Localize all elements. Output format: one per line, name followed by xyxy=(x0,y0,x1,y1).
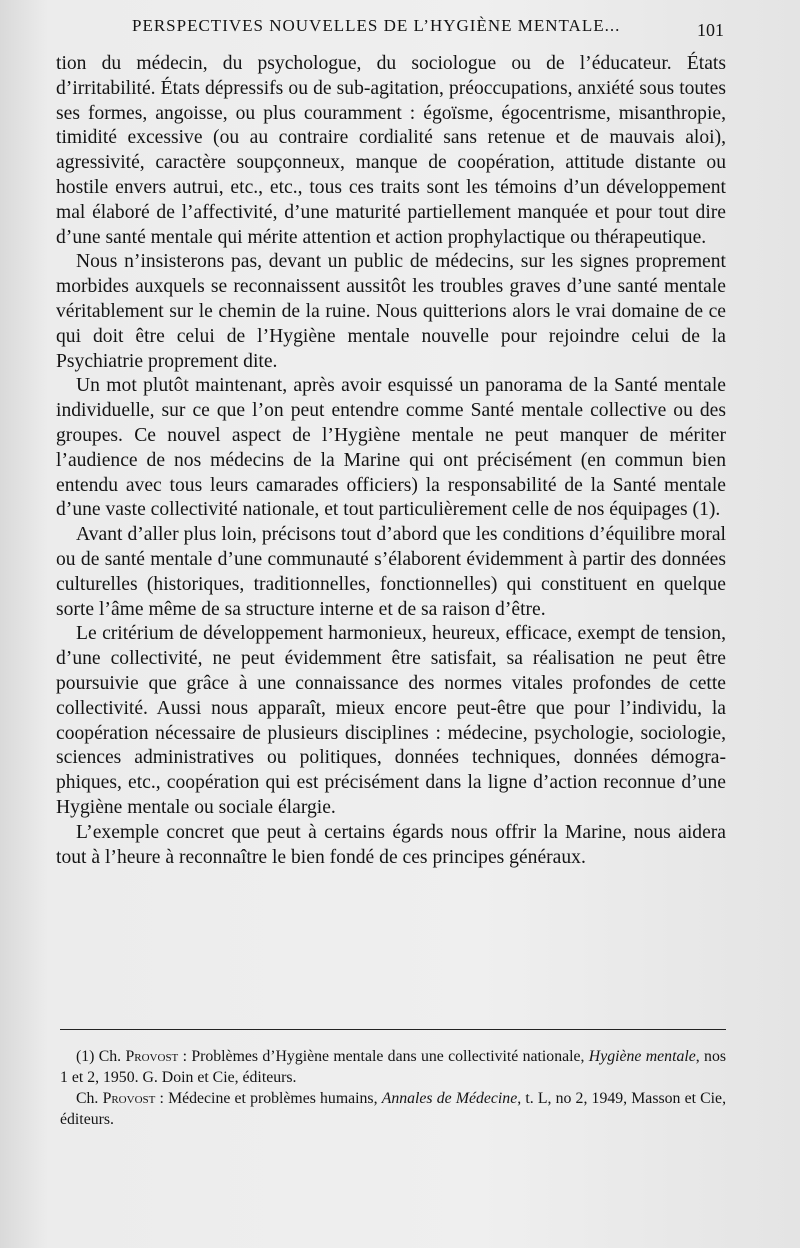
footnote-1 xyxy=(60,1046,726,1088)
paragraph-6: L’exemple concret que peut à certains égards nous offrir la Marine, nous aidera tout à l’heure à reconnaître le bien fondé de ces principes généraux. xyxy=(56,821,726,868)
footnote-2-text: : Médecine et problèmes humains, xyxy=(155,1090,382,1107)
paragraph-5: Le critérium de développement harmonieux, heureux, efficace, exempt de tension, d’une collectivité, ne peut évidemment être satisfait, sa réalisation ne peut être poursuivie que grâce à une connaissance des normes vitales profondes de cette collectivité. Aussi nous apparaît, mieux encore peut-être que pour l’individu, la coopération nécessaire de plusieurs disciplines : médecine, psychologie, sociologie, sciences administratives ou politiques, données techniques, données démographiques, etc., coopération qui est précisément dans la ligne d’action reconnue d’une Hygiène mentale ou sociale élargie. xyxy=(56,623,726,818)
paragraph-4: Avant d’aller plus loin, précisons tout d’abord que les conditions d’équilibre moral ou de santé mentale d’une communauté s’élaborent évidemment à partir des données culturelles (historiques, traditionnelles, fonctionnelles) qui constituent en quelque sorte l’âme même de sa structure interne et de sa raison d’être. xyxy=(56,524,726,620)
running-title: PERSPECTIVES NOUVELLES DE L’HYGIÈNE MENTALE... xyxy=(132,16,621,35)
paragraph-1: tion du médecin, du psychologue, du sociologue ou de l’éducateur. États d’irritabilité. États dépressifs ou de sub-agitation, préoccupations, anxiété sous toutes ses formes, angoisse, ou plus couramment : égoïsme, égocentrisme, misanthropie, timidité excessive (ou au contraire cordialité sans retenue et de mauvais aloi), agressivité, caractère soupçonneux, manque de coopération, attitude distante ou hostile envers autrui, etc., etc., tous ces traits sont les témoins d’un développement mal élaboré de l’affectivité, d’une maturité partiellement manquée et pour tout dire d’une santé mentale qui mérite attention et action prophylactique ou thérapeutique. xyxy=(56,53,726,248)
footnote-2-title: Annales de Médecine xyxy=(381,1090,518,1107)
page-number: 101 xyxy=(697,20,724,40)
body-text xyxy=(56,52,726,870)
footnote-2-author: Provost xyxy=(102,1090,156,1107)
footnote-separator xyxy=(60,1029,726,1030)
footnotes xyxy=(60,1046,726,1130)
paragraph-2: Nous n’insisterons pas, devant un public de médecins, sur les signes proprement morbides auxquels se reconnaissent aussitôt les troubles graves d’une santé mentale véritablement sur le chemin de la ruine. Nous quitterions alors le vrai domaine de ce qui doit être celui de l’Hygiène mentale nouvelle pour rejoindre celui de la Psychiatrie proprement dite. xyxy=(56,251,726,372)
footnote-2 xyxy=(60,1088,726,1130)
footnote-2-rest: , t. L, no 2, 1949, Masson et Cie, éditeurs. xyxy=(60,1090,727,1128)
footnote-1-marker: (1) Ch. xyxy=(76,1048,122,1065)
footnote-1-rest: , nos 1 et 2, 1950. G. Doin et Cie, éditeurs. xyxy=(60,1048,726,1086)
page-header xyxy=(132,12,732,42)
footnote-1-author: Provost xyxy=(125,1048,179,1065)
footnote-1-title: Hygiène mentale xyxy=(588,1048,696,1065)
paragraph-3: Un mot plutôt maintenant, après avoir esquissé un panorama de la Santé mentale individuelle, sur ce que l’on peut entendre comme Santé mentale collective ou des groupes. Ce nouvel aspect de l’Hygiène mentale ne peut manquer de mériter l’audience de nos médecins de la Marine qui ont précisément (en commun bien entendu avec tous leurs camarades officiers) la responsabilité de la Santé mentale d’une vaste collectivité nationale, et tout particulièrement celle de nos équipages (1). xyxy=(56,375,726,521)
footnote-1-text: : Problèmes d’Hygiène mentale dans une collectivité nationale, xyxy=(178,1048,589,1065)
footnote-2-marker: Ch. xyxy=(76,1090,99,1107)
